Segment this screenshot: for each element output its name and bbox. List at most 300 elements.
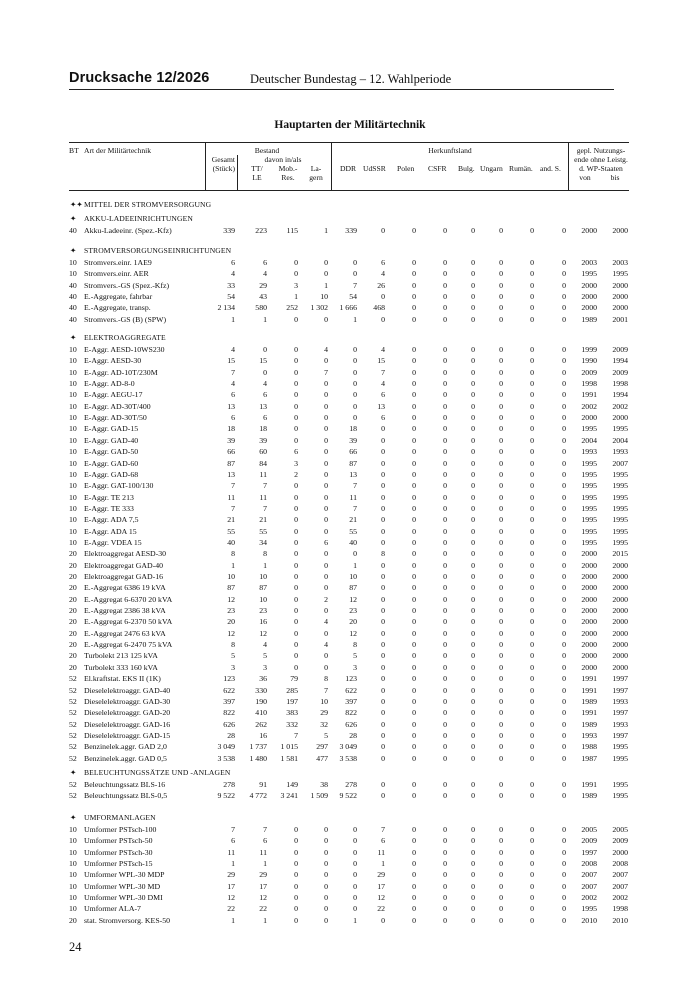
cell-csfr: 0 <box>443 893 447 903</box>
cell-bis: 2001 <box>612 314 628 324</box>
cell-bis: 2007 <box>612 870 628 880</box>
header-rule <box>69 89 614 90</box>
cell-udssr: 1 <box>381 859 385 869</box>
cell-ddr: 3 049 <box>339 742 357 752</box>
cell-udssr: 0 <box>381 696 385 706</box>
cell-bis: 2008 <box>612 859 628 869</box>
cell-art: E-Aggr. TE 213 <box>84 492 134 502</box>
table-row <box>0 616 700 627</box>
table-row <box>0 280 700 291</box>
cell-and: 0 <box>562 780 566 789</box>
page-title: Hauptarten der Militärtechnik <box>274 119 426 131</box>
cell-rumaen: 0 <box>530 881 534 891</box>
table-row <box>0 378 700 389</box>
cell-lager: 0 <box>324 447 328 457</box>
cell-von: 1987 <box>581 753 597 763</box>
cell-mob: 3 <box>294 458 298 468</box>
cell-udssr: 0 <box>381 606 385 616</box>
cell-lager: 0 <box>324 401 328 411</box>
cell-and: 0 <box>562 791 566 801</box>
cell-ddr: 0 <box>353 401 357 411</box>
cell-polen: 0 <box>412 708 416 718</box>
cell-polen: 0 <box>412 560 416 570</box>
cell-mob: 0 <box>294 594 298 604</box>
cell-ungarn: 0 <box>499 696 503 706</box>
cell-udssr: 26 <box>377 280 385 290</box>
col-herkunftsland: Herkunftsland <box>428 146 472 155</box>
cell-bulg: 0 <box>471 859 475 869</box>
cell-bis: 1995 <box>612 424 628 434</box>
cell-von: 1989 <box>581 719 597 729</box>
cell-polen: 0 <box>412 367 416 377</box>
cell-bis: 1998 <box>612 904 628 914</box>
table-row <box>0 650 700 661</box>
cell-bulg: 0 <box>471 515 475 525</box>
cell-bt: 40 <box>69 303 77 313</box>
cell-and: 0 <box>562 870 566 880</box>
cell-ddr: 12 <box>349 628 357 638</box>
table-row <box>0 869 700 880</box>
cell-tt: 1 480 <box>249 753 267 763</box>
cell-polen: 0 <box>412 503 416 513</box>
cell-mob: 79 <box>290 674 298 684</box>
cell-art: Dieselelektroaggr. GAD-20 <box>84 708 171 718</box>
cell-bis: 2000 <box>612 640 628 650</box>
cell-gesamt: 7 <box>231 481 235 491</box>
cell-lager: 32 <box>320 719 328 729</box>
cell-gesamt: 28 <box>227 730 235 740</box>
table-row <box>0 314 700 325</box>
cell-ungarn: 0 <box>499 469 503 479</box>
cell-lager: 7 <box>324 685 328 695</box>
col-bis: bis <box>610 173 620 182</box>
cell-rumaen: 0 <box>530 825 534 834</box>
cell-bis: 2003 <box>612 258 628 267</box>
cell-von: 2000 <box>581 583 597 593</box>
cell-rumaen: 0 <box>530 481 534 491</box>
cell-tt: 262 <box>255 719 267 729</box>
cell-udssr: 0 <box>381 662 385 672</box>
cell-polen: 0 <box>412 628 416 638</box>
cell-gesamt: 11 <box>227 492 235 502</box>
cell-gesamt: 18 <box>227 424 235 434</box>
cell-von: 2000 <box>581 662 597 672</box>
cell-von: 1995 <box>581 904 597 914</box>
cell-art: E.-Aggregat 6-6370 20 kVA <box>84 594 173 604</box>
cell-bt: 52 <box>69 730 77 740</box>
cell-csfr: 0 <box>443 303 447 313</box>
cell-ungarn: 0 <box>499 893 503 903</box>
cell-bis: 1995 <box>612 537 628 547</box>
cell-ddr: 20 <box>349 617 357 627</box>
cell-tt: 36 <box>259 674 267 684</box>
cell-ungarn: 0 <box>499 390 503 400</box>
cell-ddr: 0 <box>353 379 357 389</box>
cell-bt: 52 <box>69 780 77 789</box>
page-number: 24 <box>69 940 82 954</box>
cell-csfr: 0 <box>443 742 447 752</box>
table-row <box>0 685 700 696</box>
cell-csfr: 0 <box>443 915 447 925</box>
cell-tt: 6 <box>263 390 267 400</box>
cell-ddr: 1 <box>353 314 357 324</box>
cell-lager: 0 <box>324 549 328 559</box>
cell-polen: 0 <box>412 753 416 763</box>
cell-mob: 383 <box>286 708 298 718</box>
cell-and: 0 <box>562 303 566 313</box>
cell-rumaen: 0 <box>530 526 534 536</box>
section-label: MITTEL DER STROMVERSORGUNG <box>84 200 212 209</box>
cell-art: Umformer WPL-30 MDP <box>84 870 165 880</box>
cell-csfr: 0 <box>443 594 447 604</box>
cell-ungarn: 0 <box>499 401 503 411</box>
cell-udssr: 0 <box>381 503 385 513</box>
cell-lager: 0 <box>324 606 328 616</box>
cell-lager: 4 <box>324 640 328 650</box>
cell-ungarn: 0 <box>499 730 503 740</box>
cell-polen: 0 <box>412 413 416 423</box>
cell-tt: 15 <box>259 356 267 366</box>
cell-gesamt: 4 <box>231 379 235 389</box>
cell-rumaen: 0 <box>530 435 534 445</box>
cell-gesamt: 6 <box>231 390 235 400</box>
cell-bis: 1995 <box>612 492 628 502</box>
cell-gesamt: 1 <box>231 915 235 925</box>
cell-bis: 2000 <box>612 617 628 627</box>
cell-bt: 20 <box>69 915 77 925</box>
cell-and: 0 <box>562 742 566 752</box>
cell-polen: 0 <box>412 435 416 445</box>
cell-bulg: 0 <box>471 356 475 366</box>
cell-rumaen: 0 <box>530 791 534 801</box>
cell-ungarn: 0 <box>499 904 503 914</box>
cell-polen: 0 <box>412 537 416 547</box>
cell-bt: 20 <box>69 560 77 570</box>
cell-and: 0 <box>562 345 566 354</box>
cell-ddr: 1 666 <box>339 303 357 313</box>
cell-csfr: 0 <box>443 435 447 445</box>
cell-polen: 0 <box>412 583 416 593</box>
cell-csfr: 0 <box>443 549 447 559</box>
cell-ungarn: 0 <box>499 662 503 672</box>
cell-ddr: 822 <box>345 708 357 718</box>
cell-bulg: 0 <box>471 628 475 638</box>
cell-and: 0 <box>562 662 566 672</box>
cell-bt: 40 <box>69 226 77 235</box>
cell-bis: 1997 <box>612 730 628 740</box>
cell-tt: 6 <box>263 836 267 846</box>
cell-bulg: 0 <box>471 447 475 457</box>
table-row <box>0 790 700 801</box>
section-label: ELEKTROAGGREGATE <box>84 333 166 342</box>
cell-art: E-Aggr. AD-10T/230M <box>84 367 158 377</box>
cell-tt: 1 <box>263 560 267 570</box>
cell-rumaen: 0 <box>530 269 534 279</box>
cell-tt: 11 <box>259 469 267 479</box>
cell-ungarn: 0 <box>499 537 503 547</box>
cell-bulg: 0 <box>471 435 475 445</box>
cell-ddr: 1 <box>353 560 357 570</box>
cell-csfr: 0 <box>443 730 447 740</box>
cell-bt: 20 <box>69 583 77 593</box>
cell-tt: 0 <box>263 345 267 354</box>
cell-tt: 11 <box>259 492 267 502</box>
cell-lager: 10 <box>320 696 328 706</box>
cell-tt: 43 <box>259 292 267 302</box>
cell-bis: 2007 <box>612 458 628 468</box>
table-row <box>0 881 700 892</box>
cell-ungarn: 0 <box>499 447 503 457</box>
cell-bis: 1995 <box>612 469 628 479</box>
cell-bt: 52 <box>69 791 77 801</box>
cell-von: 1995 <box>581 481 597 491</box>
cell-von: 2000 <box>581 303 597 313</box>
cell-and: 0 <box>562 258 566 267</box>
cell-polen: 0 <box>412 780 416 789</box>
cell-mob: 0 <box>294 537 298 547</box>
cell-and: 0 <box>562 458 566 468</box>
cell-and: 0 <box>562 594 566 604</box>
cell-tt: 13 <box>259 401 267 411</box>
cell-and: 0 <box>562 904 566 914</box>
cell-art: Umformer WPL-30 MD <box>84 881 161 891</box>
cell-lager: 1 509 <box>310 791 328 801</box>
cell-gesamt: 22 <box>227 904 235 914</box>
cell-art: E.-Aggregat 6-2370 50 kVA <box>84 617 173 627</box>
cell-udssr: 4 <box>381 269 385 279</box>
cell-von: 1995 <box>581 515 597 525</box>
cell-udssr: 0 <box>381 515 385 525</box>
cell-ddr: 0 <box>353 893 357 903</box>
cell-bulg: 0 <box>471 390 475 400</box>
cell-csfr: 0 <box>443 345 447 354</box>
cell-gesamt: 29 <box>227 870 235 880</box>
cell-polen: 0 <box>412 791 416 801</box>
cell-lager: 0 <box>324 836 328 846</box>
cell-rumaen: 0 <box>530 662 534 672</box>
table-row <box>0 257 700 268</box>
cell-mob: 0 <box>294 492 298 502</box>
cell-bis: 2000 <box>612 583 628 593</box>
table-row <box>0 423 700 434</box>
cell-ddr: 0 <box>353 870 357 880</box>
cell-von: 2009 <box>581 836 597 846</box>
cell-ddr: 0 <box>353 859 357 869</box>
cell-bis: 2000 <box>612 413 628 423</box>
cell-and: 0 <box>562 560 566 570</box>
cell-ddr: 11 <box>349 492 357 502</box>
cell-art: Umformer PSTsch-15 <box>84 859 153 869</box>
cell-csfr: 0 <box>443 708 447 718</box>
table-row <box>0 401 700 412</box>
cell-mob: 0 <box>294 893 298 903</box>
cell-gesamt: 11 <box>227 847 235 857</box>
cell-bis: 1995 <box>612 780 628 789</box>
cell-bulg: 0 <box>471 606 475 616</box>
cell-bt: 10 <box>69 401 77 411</box>
cell-art: Dieselelektroaggr. GAD-15 <box>84 730 171 740</box>
cell-ddr: 0 <box>353 549 357 559</box>
table-row <box>0 492 700 503</box>
cell-and: 0 <box>562 537 566 547</box>
cell-udssr: 0 <box>381 674 385 684</box>
table-row <box>0 435 700 446</box>
cell-ddr: 7 <box>353 481 357 491</box>
cell-gesamt: 12 <box>227 628 235 638</box>
cell-von: 1995 <box>581 458 597 468</box>
cell-tt: 17 <box>259 881 267 891</box>
cell-ungarn: 0 <box>499 435 503 445</box>
cell-von: 2007 <box>581 870 597 880</box>
cell-udssr: 8 <box>381 549 385 559</box>
cell-udssr: 17 <box>377 881 385 891</box>
cell-tt: 7 <box>263 503 267 513</box>
cell-ungarn: 0 <box>499 780 503 789</box>
document-number: Drucksache 12/2026 <box>69 70 210 86</box>
cell-bis: 2000 <box>612 847 628 857</box>
table-row <box>0 367 700 378</box>
cell-udssr: 6 <box>381 390 385 400</box>
cell-von: 1989 <box>581 696 597 706</box>
cell-ddr: 7 <box>353 280 357 290</box>
cell-csfr: 0 <box>443 469 447 479</box>
cell-gesamt: 123 <box>223 674 235 684</box>
cell-von: 1999 <box>581 345 597 354</box>
cell-gesamt: 8 <box>231 640 235 650</box>
cell-bis: 1995 <box>612 515 628 525</box>
cell-lager: 0 <box>324 572 328 581</box>
cell-bis: 1993 <box>612 719 628 729</box>
cell-bis: 1995 <box>612 742 628 752</box>
cell-mob: 0 <box>294 836 298 846</box>
cell-ddr: 0 <box>353 356 357 366</box>
cell-art: E.-Aggregat 6386 19 kVA <box>84 583 166 593</box>
cell-mob: 0 <box>294 258 298 267</box>
cell-bt: 10 <box>69 345 77 354</box>
cell-von: 2000 <box>581 280 597 290</box>
cell-ddr: 55 <box>349 526 357 536</box>
cell-rumaen: 0 <box>530 367 534 377</box>
cell-tt: 0 <box>263 367 267 377</box>
cell-mob: 0 <box>294 424 298 434</box>
cell-bulg: 0 <box>471 583 475 593</box>
cell-art: E.-Aggregate, fahrbar <box>84 292 153 302</box>
cell-lager: 5 <box>324 730 328 740</box>
table-row <box>0 707 700 718</box>
cell-mob: 0 <box>294 847 298 857</box>
cell-bulg: 0 <box>471 258 475 267</box>
cell-bulg: 0 <box>471 537 475 547</box>
cell-csfr: 0 <box>443 791 447 801</box>
section-marker-icon: ✦ <box>70 813 77 822</box>
cell-polen: 0 <box>412 662 416 672</box>
cell-csfr: 0 <box>443 458 447 468</box>
cell-ungarn: 0 <box>499 836 503 846</box>
cell-mob: 285 <box>286 685 298 695</box>
cell-polen: 0 <box>412 674 416 684</box>
cell-polen: 0 <box>412 893 416 903</box>
cell-bulg: 0 <box>471 560 475 570</box>
cell-von: 1991 <box>581 685 597 695</box>
cell-ddr: 28 <box>349 730 357 740</box>
cell-mob: 0 <box>294 549 298 559</box>
cell-von: 1991 <box>581 708 597 718</box>
cell-ungarn: 0 <box>499 640 503 650</box>
cell-tt: 12 <box>259 893 267 903</box>
section-heading <box>0 332 700 343</box>
cell-polen: 0 <box>412 859 416 869</box>
cell-rumaen: 0 <box>530 594 534 604</box>
table-row <box>0 639 700 650</box>
cell-tt: 330 <box>255 685 267 695</box>
section-marker-icon: ✦✦ <box>70 200 83 209</box>
cell-bulg: 0 <box>471 791 475 801</box>
cell-bulg: 0 <box>471 662 475 672</box>
cell-bis: 1998 <box>612 379 628 389</box>
cell-bulg: 0 <box>471 674 475 684</box>
cell-ungarn: 0 <box>499 572 503 581</box>
col-ddr: DDR <box>340 164 357 173</box>
cell-bt: 10 <box>69 390 77 400</box>
cell-csfr: 0 <box>443 537 447 547</box>
cell-mob: 1 015 <box>280 742 298 752</box>
cell-tt: 4 <box>263 269 267 279</box>
table-row <box>0 412 700 423</box>
cell-udssr: 0 <box>381 628 385 638</box>
cell-bis: 1993 <box>612 447 628 457</box>
cell-von: 2003 <box>581 258 597 267</box>
cell-ddr: 66 <box>349 447 357 457</box>
cell-lager: 0 <box>324 870 328 880</box>
cell-ungarn: 0 <box>499 617 503 627</box>
cell-ungarn: 0 <box>499 870 503 880</box>
cell-and: 0 <box>562 280 566 290</box>
cell-csfr: 0 <box>443 870 447 880</box>
cell-rumaen: 0 <box>530 583 534 593</box>
cell-mob: 0 <box>294 859 298 869</box>
cell-bt: 10 <box>69 481 77 491</box>
cell-csfr: 0 <box>443 515 447 525</box>
cell-csfr: 0 <box>443 881 447 891</box>
cell-art: E-Aggr. TE 333 <box>84 503 134 513</box>
cell-rumaen: 0 <box>530 915 534 925</box>
cell-polen: 0 <box>412 492 416 502</box>
cell-von: 1995 <box>581 537 597 547</box>
col-polen: Polen <box>397 164 415 173</box>
cell-polen: 0 <box>412 269 416 279</box>
table-row <box>0 225 700 236</box>
cell-ungarn: 0 <box>499 847 503 857</box>
cell-ungarn: 0 <box>499 742 503 752</box>
cell-udssr: 0 <box>381 292 385 302</box>
cell-ddr: 123 <box>345 674 357 684</box>
cell-polen: 0 <box>412 526 416 536</box>
cell-and: 0 <box>562 753 566 763</box>
cell-bulg: 0 <box>471 481 475 491</box>
table-row <box>0 915 700 926</box>
cell-lager: 0 <box>324 469 328 479</box>
cell-art: Dieselelektroaggr. GAD-16 <box>84 719 171 729</box>
cell-and: 0 <box>562 269 566 279</box>
cell-udssr: 0 <box>381 730 385 740</box>
cell-bis: 2000 <box>612 662 628 672</box>
cell-von: 1988 <box>581 742 597 752</box>
cell-csfr: 0 <box>443 226 447 235</box>
cell-rumaen: 0 <box>530 390 534 400</box>
cell-bt: 20 <box>69 572 77 581</box>
cell-udssr: 7 <box>381 825 385 834</box>
cell-lager: 0 <box>324 847 328 857</box>
